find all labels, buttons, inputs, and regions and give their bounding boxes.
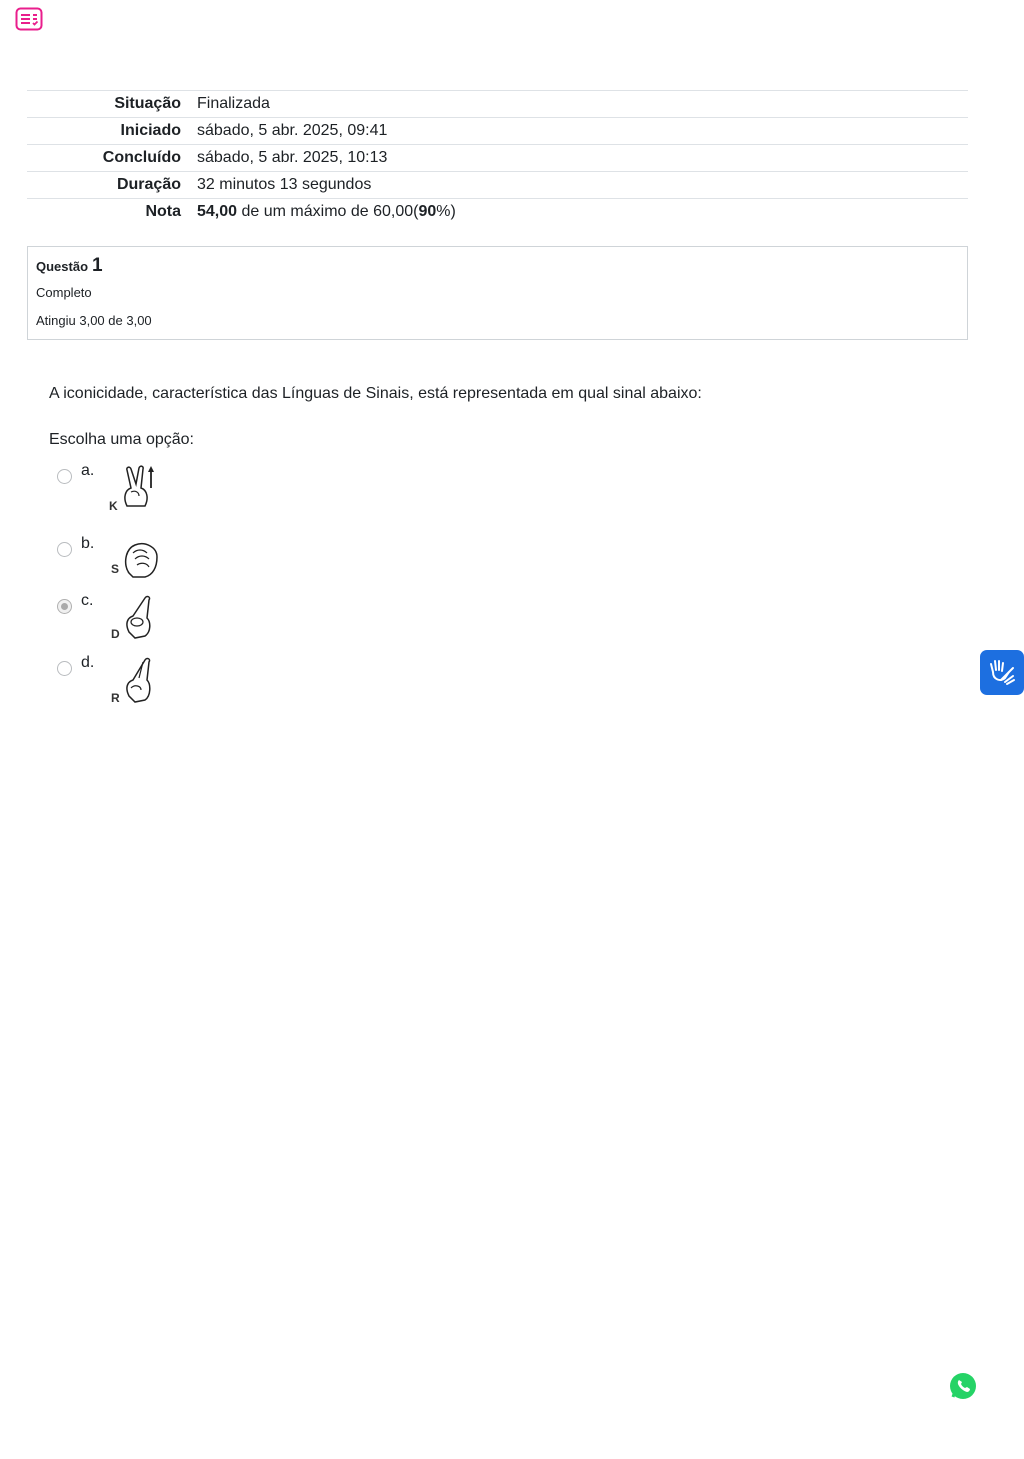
sign-letter: K xyxy=(109,499,118,513)
sign-letter: D xyxy=(111,627,120,641)
question-text: A iconicidade, característica das Línguas de Sinais, está representada em qual sinal abaixo: xyxy=(49,385,702,402)
question-info-box xyxy=(27,246,968,340)
summary-grade-value xyxy=(189,199,968,226)
list-checklist-icon xyxy=(15,7,43,31)
answer-option-a[interactable] xyxy=(57,462,163,516)
grade-max-text: de um máximo de 60,00( xyxy=(237,203,419,221)
question-number-value: 1 xyxy=(92,255,103,276)
whatsapp-icon xyxy=(949,1372,977,1400)
summary-label: Concluído xyxy=(102,149,181,166)
answer-option-c[interactable] xyxy=(57,592,163,646)
question-number xyxy=(36,255,959,277)
summary-row-grade xyxy=(27,199,968,226)
vlibras-accessibility-button[interactable] xyxy=(980,650,1024,695)
libras-letter-k-hand-image xyxy=(109,462,163,516)
radio-option-c[interactable] xyxy=(57,599,72,614)
course-index-toggle-button[interactable] xyxy=(14,6,44,32)
summary-label: Situação xyxy=(114,95,181,112)
grade-score: 54,00 xyxy=(197,203,238,221)
attempt-summary-table xyxy=(27,90,968,226)
question-grade: Atingiu 3,00 de 3,00 xyxy=(36,313,152,328)
option-label: c. xyxy=(81,592,94,609)
summary-label: Duração xyxy=(116,176,181,193)
sign-letter: S xyxy=(111,562,120,576)
option-label: b. xyxy=(81,535,95,552)
grade-suffix: %) xyxy=(436,203,456,221)
summary-row-completed xyxy=(27,145,968,172)
radio-option-d[interactable] xyxy=(57,661,72,676)
answer-option-d[interactable] xyxy=(57,654,163,708)
libras-letter-d-hand-image xyxy=(109,592,163,646)
summary-row-started xyxy=(27,118,968,145)
option-label: a. xyxy=(81,462,95,479)
whatsapp-chat-button[interactable] xyxy=(949,1372,977,1400)
summary-value: sábado, 5 abr. 2025, 10:13 xyxy=(197,149,388,166)
libras-letter-s-hand-image xyxy=(109,535,163,589)
radio-option-b[interactable] xyxy=(57,542,72,557)
radio-option-a[interactable] xyxy=(57,469,72,484)
sign-letter: R xyxy=(111,691,120,705)
libras-letter-r-hand-image xyxy=(109,654,163,708)
option-label: d. xyxy=(81,654,95,671)
summary-label: Nota xyxy=(145,203,181,221)
summary-value: Finalizada xyxy=(197,95,270,112)
summary-value: sábado, 5 abr. 2025, 09:41 xyxy=(197,122,388,139)
question-state: Completo xyxy=(36,285,92,300)
question-title-prefix: Questão xyxy=(36,259,89,274)
answer-prompt: Escolha uma opção: xyxy=(49,431,194,448)
summary-value: 32 minutos 13 segundos xyxy=(197,176,372,193)
answer-option-b[interactable] xyxy=(57,535,163,589)
summary-row-state xyxy=(27,91,968,118)
summary-label: Iniciado xyxy=(120,122,181,139)
sign-language-hands-icon xyxy=(987,658,1017,688)
grade-percent: 90 xyxy=(418,203,437,221)
summary-row-duration xyxy=(27,172,968,199)
